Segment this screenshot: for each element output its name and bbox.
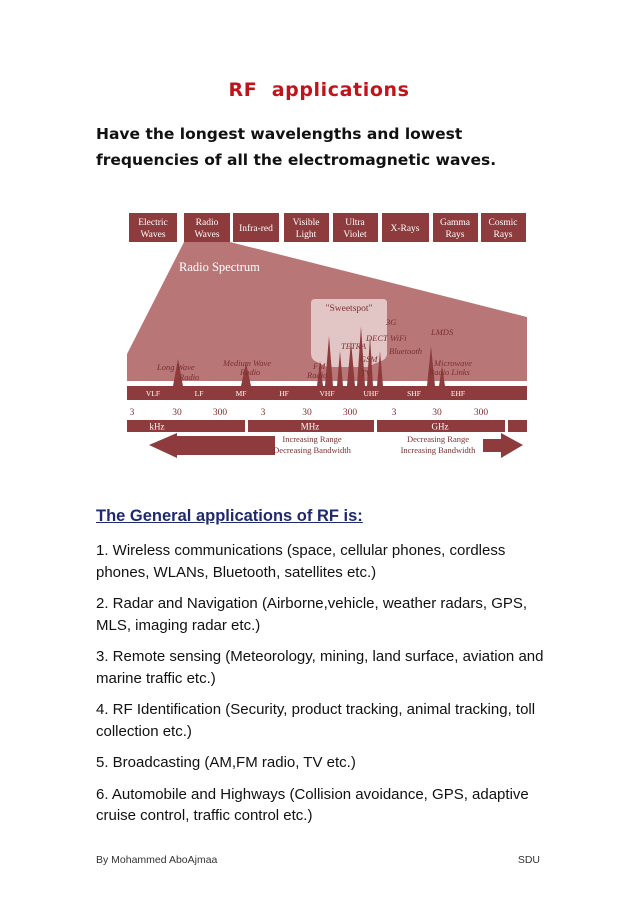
top-band (184, 213, 230, 242)
range-arrow-left-head (149, 433, 177, 458)
svg-text:Waves: Waves (140, 230, 166, 240)
svg-text:Radio Links: Radio Links (429, 367, 470, 377)
applications-list (96, 540, 546, 837)
svg-text:Gamma: Gamma (439, 218, 471, 228)
svg-text:Decreasing Range: Decreasing Range (406, 434, 470, 444)
range-arrow-right-head (501, 433, 523, 458)
svg-text:TV: TV (361, 368, 371, 378)
svg-text:VHF: VHF (319, 389, 335, 398)
svg-text:30: 30 (302, 408, 312, 418)
svg-text:MF: MF (235, 389, 247, 398)
section-heading: The General applications of RF is: (96, 507, 363, 525)
top-band (481, 213, 526, 242)
svg-text:Rays: Rays (445, 230, 465, 240)
svg-text:Medium Wave: Medium Wave (223, 358, 272, 368)
svg-text:Cosmic: Cosmic (488, 218, 518, 228)
page-footer (96, 854, 540, 866)
svg-text:Waves: Waves (194, 230, 220, 240)
svg-text:SHF: SHF (407, 389, 421, 398)
svg-text:30: 30 (172, 408, 182, 418)
svg-text:Radio: Radio (240, 367, 261, 377)
list-item: 5. Broadcasting (AM,FM radio, TV etc.) (96, 754, 356, 771)
svg-text:MHz: MHz (300, 421, 320, 432)
top-band (233, 213, 279, 242)
svg-text:Increasing Range: Increasing Range (282, 434, 342, 444)
svg-text:Radio: Radio (195, 218, 219, 228)
frequency-ticks (130, 408, 489, 418)
unit-bar (127, 420, 527, 432)
svg-text:Bluetooth: Bluetooth (389, 346, 423, 356)
svg-text:X-Rays: X-Rays (390, 224, 420, 234)
svg-text:3: 3 (260, 408, 266, 418)
svg-text:300: 300 (342, 408, 358, 418)
svg-text:TETRA: TETRA (341, 341, 367, 351)
svg-text:LF: LF (194, 389, 204, 398)
list-item: 2. Radar and Navigation (Airborne,vehicle, weather radars, GPS, MLS, imaging radar etc.) (96, 595, 528, 634)
top-band (433, 213, 478, 242)
svg-text:Long Wave: Long Wave (157, 362, 195, 372)
list-item: 6. Automobile and Highways (Collision avoidance, GPS, adaptive cruise control, traffic control etc.) (96, 785, 529, 824)
svg-text:Violet: Violet (343, 230, 367, 240)
range-labels (273, 434, 476, 455)
svg-text:UHF: UHF (363, 389, 379, 398)
range-arrow-left-body (175, 439, 275, 452)
svg-text:WiFi: WiFi (390, 333, 407, 343)
intro-text: Have the longest wavelengths and lowest frequencies of all the electromagnetic waves. (96, 125, 497, 169)
footer-author: By Mohammed AboAjmaa (96, 854, 218, 866)
em-spectrum-figure (127, 211, 529, 468)
top-band (382, 213, 429, 242)
svg-text:Light: Light (295, 230, 317, 240)
svg-text:300: 300 (473, 408, 489, 418)
footer-org: SDU (517, 854, 540, 866)
svg-text:FM: FM (313, 361, 326, 371)
svg-text:Decreasing Bandwidth: Decreasing Bandwidth (273, 445, 351, 455)
top-band (129, 213, 177, 242)
range-arrow-right-body (483, 439, 503, 452)
top-band (333, 213, 378, 242)
svg-text:3: 3 (391, 408, 397, 418)
svg-text:Radio: Radio (179, 372, 200, 382)
top-band (284, 213, 329, 242)
svg-text:Microwave: Microwave (434, 358, 472, 368)
list-item: 3. Remote sensing (Meteorology, mining, land surface, aviation and marine traffic etc.) (96, 648, 544, 687)
svg-text:Electric: Electric (138, 218, 168, 228)
svg-text:Rays: Rays (493, 230, 513, 240)
svg-text:Visible: Visible (292, 218, 320, 228)
svg-text:Infra-red: Infra-red (239, 224, 273, 234)
list-item: 1. Wireless communications (space, cellular phones, cordless phones, WLANs, Bluetooth, satellites etc.) (96, 542, 506, 581)
svg-text:kHz: kHz (149, 421, 165, 432)
svg-text:EHF: EHF (450, 389, 466, 398)
svg-text:300: 300 (212, 408, 228, 418)
svg-text:GHz: GHz (431, 421, 449, 432)
top-band-row (129, 213, 526, 242)
svg-text:30: 30 (432, 408, 442, 418)
svg-text:Ultra: Ultra (345, 218, 365, 228)
spectrum-title: Radio Spectrum (179, 260, 260, 274)
sweetspot-label: "Sweetspot" (325, 304, 373, 314)
svg-text:3: 3 (129, 408, 135, 418)
svg-text:LMDS: LMDS (431, 327, 454, 337)
page-title: RF applications (228, 79, 410, 101)
svg-text:Increasing Bandwidth: Increasing Bandwidth (400, 445, 476, 455)
svg-text:3G: 3G (386, 317, 397, 327)
svg-text:VLF: VLF (145, 389, 161, 398)
list-item: 4. RF Identification (Security, product tracking, animal tracking, toll collection etc.) (96, 701, 536, 740)
svg-text:Radio: Radio (307, 370, 328, 380)
svg-text:GSM: GSM (360, 354, 378, 364)
svg-text:DECT: DECT (366, 333, 388, 343)
svg-text:HF: HF (279, 389, 289, 398)
